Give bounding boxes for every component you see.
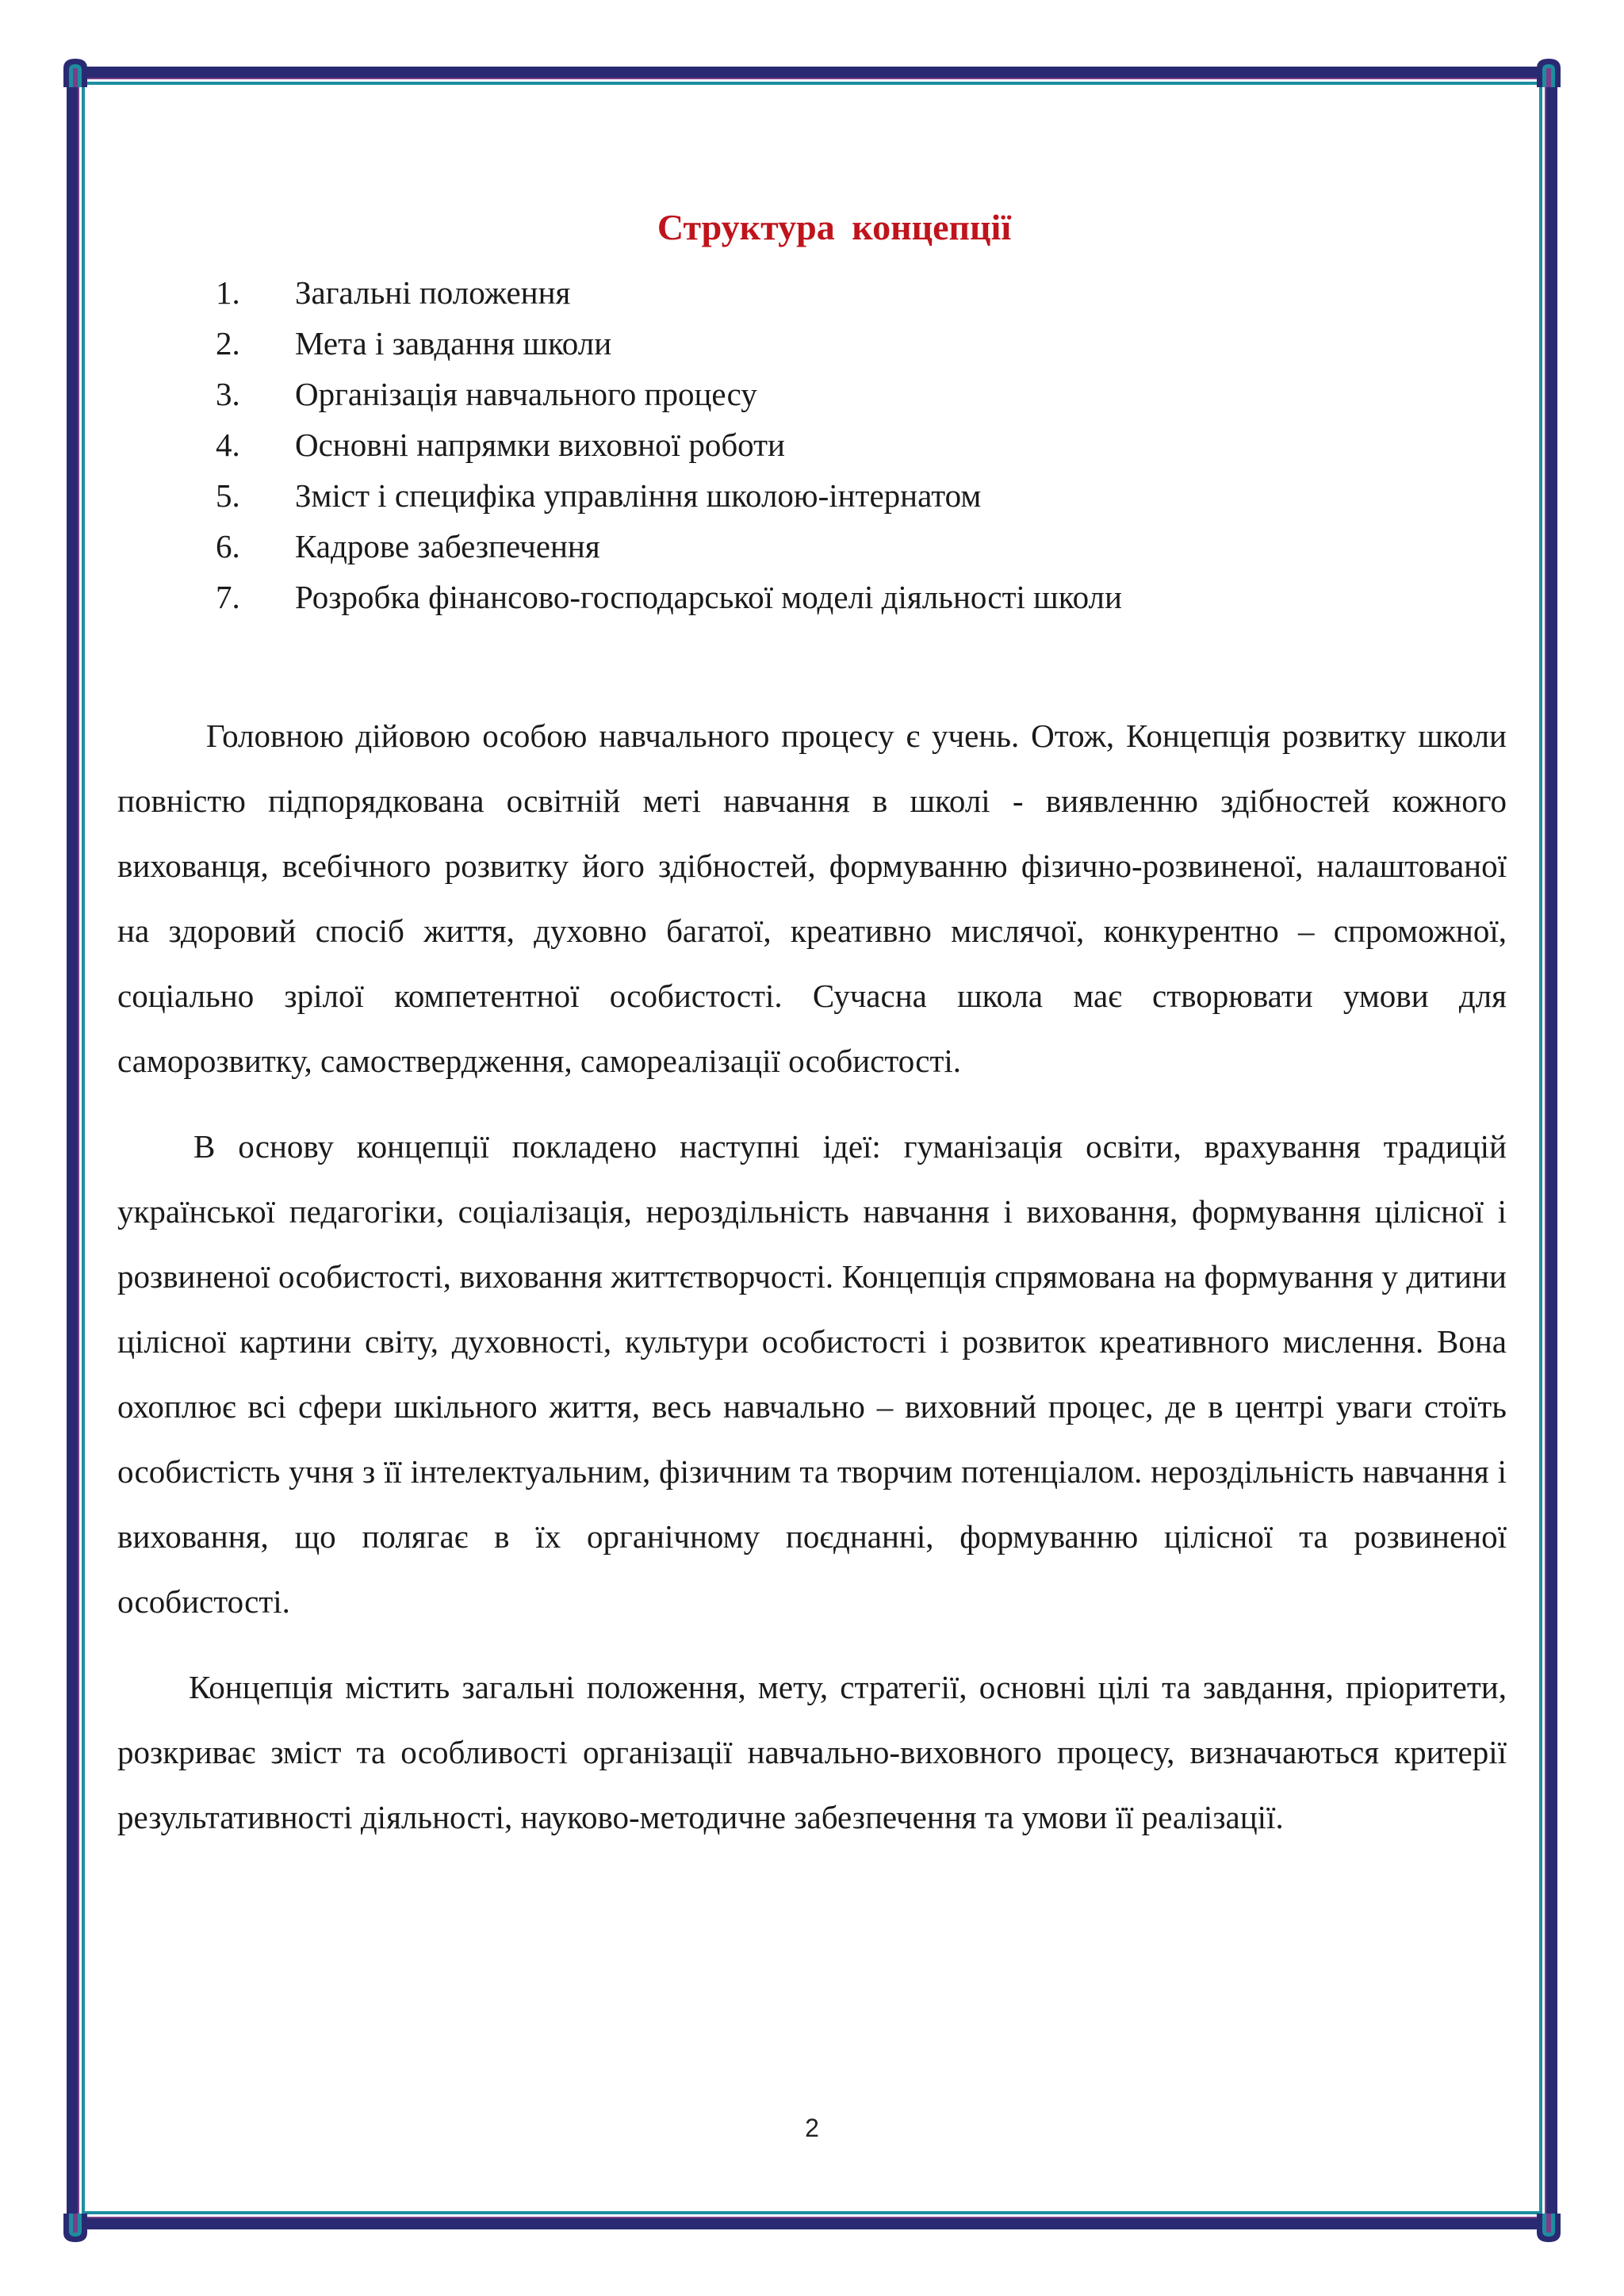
toc-item-label: Основні напрямки виховної роботи bbox=[295, 427, 786, 463]
toc-item bbox=[117, 318, 1507, 369]
document-content bbox=[117, 206, 1507, 1850]
toc-item bbox=[117, 521, 1507, 572]
page-number: 2 bbox=[805, 2114, 819, 2142]
toc-item-number: 4. bbox=[216, 427, 240, 463]
toc-item-number: 6. bbox=[216, 528, 240, 564]
toc-item-number: 5. bbox=[216, 477, 240, 514]
ornament-corner-icon bbox=[62, 2212, 89, 2244]
toc-item bbox=[117, 267, 1507, 318]
toc-item bbox=[117, 470, 1507, 521]
body-paragraph: В основу концепції покладено наступні ідеї: гуманізація освіти, врахування традицій української педагогіки, соціалізація, нероздільність навчання і виховання, формування цілісної і розвиненої особистості, виховання життєтворчості. Концепція спрямована на формування у дитини цілісної картини світу, духовності, культури особистості і розвиток креативного мислення. Вона охоплює всі сфери шкільного життя, весь навчально – виховний процес, де в центрі уваги стоїть особистість учня з її інтелектуальним, фізичним та творчим потенціалом. нероздільність навчання і виховання, що полягає в їх органічному поєднанні, формуванню цілісної та розвиненої особистості. bbox=[117, 1128, 1507, 1620]
toc-item-label: Мета і завдання школи bbox=[295, 325, 612, 362]
toc-item-number: 7. bbox=[216, 579, 240, 615]
toc-item-label: Організація навчального процесу bbox=[295, 376, 757, 412]
ornament-corner-icon bbox=[1535, 2212, 1562, 2244]
toc-item-number: 3. bbox=[216, 376, 240, 412]
ornament-corner-icon bbox=[62, 57, 89, 89]
toc-item bbox=[117, 419, 1507, 470]
toc-item bbox=[117, 572, 1507, 622]
body-paragraph: Головною дійовою особою навчального процесу є учень. Отож, Концепція розвитку школи повністю підпорядкована освітній меті навчання в школі - виявленню здібностей кожного вихованця, всебічного розвитку його здібностей, формуванню фізично-розвиненої, налаштованої на здоровий спосіб життя, духовно багатої, креативно мислячої, конкурентно – спроможної, соціально зрілої компетентної особистості. Сучасна школа має створювати умови для саморозвитку, самоствердження, самореалізації особистості. bbox=[117, 718, 1507, 1079]
toc-item-label: Розробка фінансово-господарської моделі діяльності школи bbox=[295, 579, 1122, 615]
table-of-contents bbox=[117, 267, 1507, 622]
toc-item-label: Кадрове забезпечення bbox=[295, 528, 600, 564]
body-paragraph: Концепція містить загальні положення, мету, стратегії, основні цілі та завдання, пріоритети, розкриває зміст та особливості організації навчально-виховного процесу, визначаються критерії результативності діяльності, науково-методичне забезпечення та умови її реалізації. bbox=[117, 1669, 1507, 1835]
page-title: Структура концепції bbox=[657, 207, 1012, 247]
toc-item-label: Загальні положення bbox=[295, 274, 571, 311]
toc-item-number: 1. bbox=[216, 274, 240, 311]
toc-item-label: Зміст і специфіка управління школою-інтернатом bbox=[295, 477, 982, 514]
toc-item-number: 2. bbox=[216, 325, 240, 362]
ornament-corner-icon bbox=[1535, 57, 1562, 89]
toc-item bbox=[117, 369, 1507, 419]
